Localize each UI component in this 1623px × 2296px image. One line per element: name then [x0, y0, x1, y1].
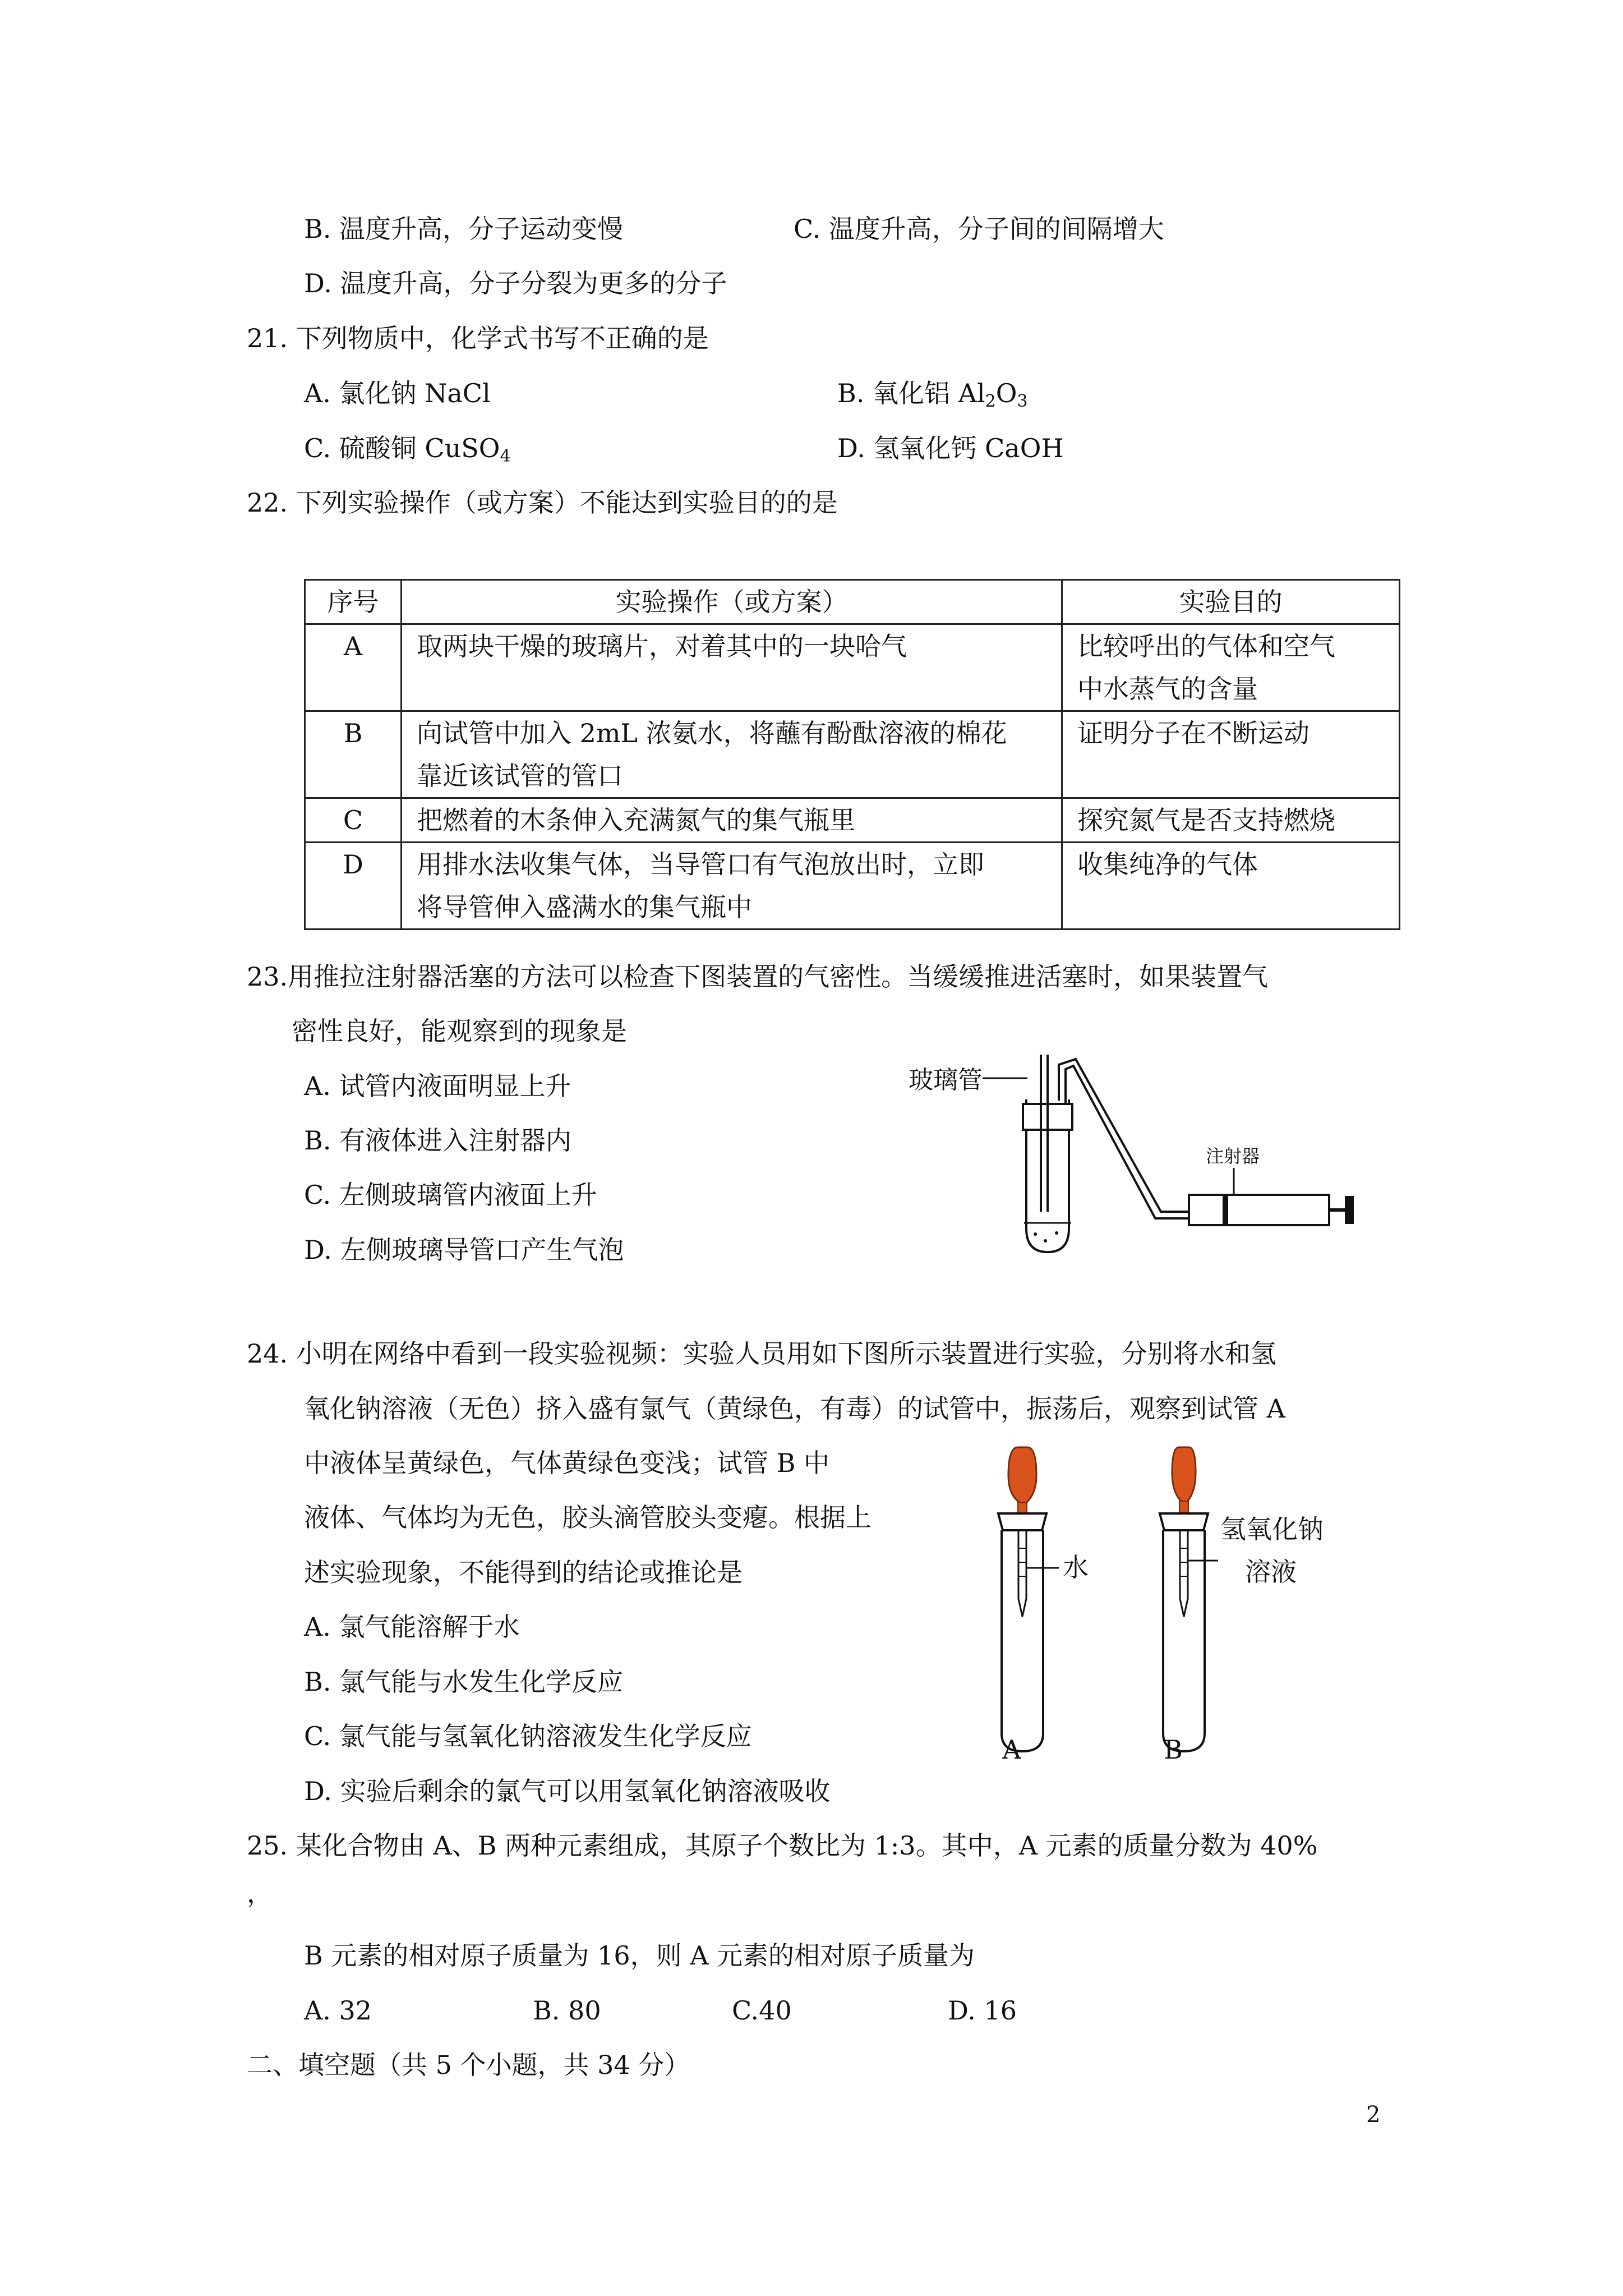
table-cell-goal: 探究氮气是否支持燃烧 — [1062, 798, 1400, 843]
q25-stem-line1: 25. 某化合物由 A、B 两种元素组成，其原子个数比为 1:3。其中，A 元素的质量分数为 40% — [247, 1830, 1318, 1861]
table-cell-id: B — [305, 711, 402, 798]
q23-stem-line2: 密性良好，能观察到的现象是 — [292, 1016, 627, 1046]
q23-option-c: C. 左侧玻璃管内液面上升 — [304, 1180, 597, 1210]
q20-option-d: D. 温度升高，分子分裂为更多的分子 — [304, 268, 727, 298]
table-cell-operation: 取两块干燥的玻璃片，对着其中的一块哈气 — [402, 624, 1062, 711]
q25-option-b: B. 80 — [533, 1995, 601, 2026]
q23-option-b: B. 有液体进入注射器内 — [304, 1125, 572, 1156]
table-cell-goal: 证明分子在不断运动 — [1062, 711, 1400, 798]
q25-option-c: C.40 — [732, 1995, 792, 2026]
table-header-cell: 实验目的 — [1062, 580, 1400, 624]
table-row — [305, 843, 1400, 930]
q24-stem-line4: 液体、气体均为无色，胶头滴管胶头变瘪。根据上 — [304, 1502, 872, 1533]
q25-stem-line2: B 元素的相对原子质量为 16，则 A 元素的相对原子质量为 — [304, 1940, 975, 1971]
q24-option-a: A. 氯气能溶解于水 — [304, 1612, 520, 1642]
table-cell-operation: 向试管中加入 2mL 浓氨水，将蘸有酚酞溶液的棉花 靠近该试管的管口 — [402, 711, 1062, 798]
table-cell-operation: 把燃着的木条伸入充满氮气的集气瓶里 — [402, 798, 1062, 843]
table-header-cell: 实验操作（或方案） — [402, 580, 1062, 624]
page-number: 2 — [1366, 2102, 1381, 2128]
q21-option-d: D. 氢氧化钙 CaOH — [837, 433, 1064, 463]
table-row — [305, 798, 1400, 843]
tube-a-label: A — [1002, 1734, 1021, 1765]
q24-test-tubes-diagram — [976, 1442, 1380, 1767]
tube-a-icon — [998, 1447, 1059, 1751]
dropper-tube-icon — [1180, 1530, 1188, 1617]
q22-experiment-table — [304, 579, 1400, 930]
glass-tube-label: 玻璃管 — [909, 1066, 983, 1094]
table-cell-operation: 用排水法收集气体，当导管口有气泡放出时，立即 将导管伸入盛满水的集气瓶中 — [402, 843, 1062, 930]
water-label: 水 — [1063, 1552, 1089, 1582]
q21-stem: 21. 下列物质中，化学式书写不正确的是 — [247, 323, 709, 353]
table-cell-goal: 收集纯净的气体 — [1062, 843, 1400, 930]
q25-option-a: A. 32 — [304, 1995, 372, 2026]
table-cell-goal: 比较呼出的气体和空气 中水蒸气的含量 — [1062, 624, 1400, 711]
q24-stem-line1: 24. 小明在网络中看到一段实验视频：实验人员用如下图所示装置进行实验，分别将水和氢 — [247, 1338, 1276, 1369]
q24-option-d: D. 实验后剩余的氯气可以用氢氧化钠溶液吸收 — [304, 1776, 831, 1806]
connecting-tube-icon — [1059, 1059, 1189, 1212]
q20-option-c: C. 温度升高，分子间的间隔增大 — [794, 214, 1164, 244]
q24-stem-line5: 述实验现象，不能得到的结论或推论是 — [304, 1557, 743, 1588]
dropper-bulb-icon — [1008, 1447, 1036, 1504]
tube-b-label: B — [1164, 1734, 1183, 1765]
dropper-bulb-icon — [1172, 1447, 1196, 1502]
q23-option-d: D. 左侧玻璃导管口产生气泡 — [304, 1235, 624, 1265]
table-row — [305, 711, 1400, 798]
tube-b-icon — [1160, 1447, 1218, 1751]
rubber-stopper-icon — [998, 1513, 1046, 1530]
naoh-label-line2: 溶液 — [1245, 1557, 1297, 1587]
q20-option-b: B. 温度升高，分子运动变慢 — [304, 214, 624, 244]
q24-stem-line3: 中液体呈黄绿色，气体黄绿色变浅；试管 B 中 — [304, 1448, 830, 1478]
q24-option-b: B. 氯气能与水发生化学反应 — [304, 1667, 624, 1697]
table-cell-id: A — [305, 624, 402, 711]
syringe-label: 注射器 — [1206, 1145, 1260, 1167]
q25-option-d: D. 16 — [948, 1995, 1017, 2026]
syringe-plunger-icon — [1345, 1196, 1354, 1224]
q21-option-c: C. 硫酸铜 CuSO$_4$ — [304, 433, 511, 466]
q23-option-a: A. 试管内液面明显上升 — [304, 1071, 571, 1101]
dropper-tube-icon — [1018, 1530, 1026, 1617]
syringe-piston-icon — [1223, 1195, 1228, 1225]
table-row — [305, 624, 1400, 711]
table-cell-id: D — [305, 843, 402, 930]
table-header-row — [305, 580, 1400, 624]
naoh-label-line1: 氢氧化钠 — [1220, 1514, 1324, 1544]
q22-stem: 22. 下列实验操作（或方案）不能达到实验目的的是 — [247, 487, 838, 518]
q25-stem-comma: ， — [247, 1878, 273, 1908]
table-header-cell: 序号 — [305, 580, 402, 624]
section-2-heading: 二、填空题（共 5 个小题，共 34 分） — [247, 2050, 690, 2080]
q24-option-c: C. 氯气能与氢氧化钠溶液发生化学反应 — [304, 1721, 752, 1751]
q24-stem-line2: 氧化钠溶液（无色）挤入盛有氯气（黄绿色，有毒）的试管中，振荡后，观察到试管 A — [304, 1393, 1285, 1424]
table-cell-id: C — [305, 798, 402, 843]
q23-stem-line1: 23.用推拉注射器活塞的方法可以检查下图装置的气密性。当缓缓推进活塞时，如果装置气 — [247, 961, 1269, 992]
rubber-stopper-icon — [1160, 1513, 1208, 1530]
q21-option-b: B. 氧化铝 $Al_2O_3$ — [837, 378, 1028, 411]
q23-apparatus-diagram — [897, 1043, 1380, 1257]
syringe-icon — [1189, 1195, 1329, 1225]
q21-option-a: A. 氯化钠 NaCl — [304, 378, 491, 408]
